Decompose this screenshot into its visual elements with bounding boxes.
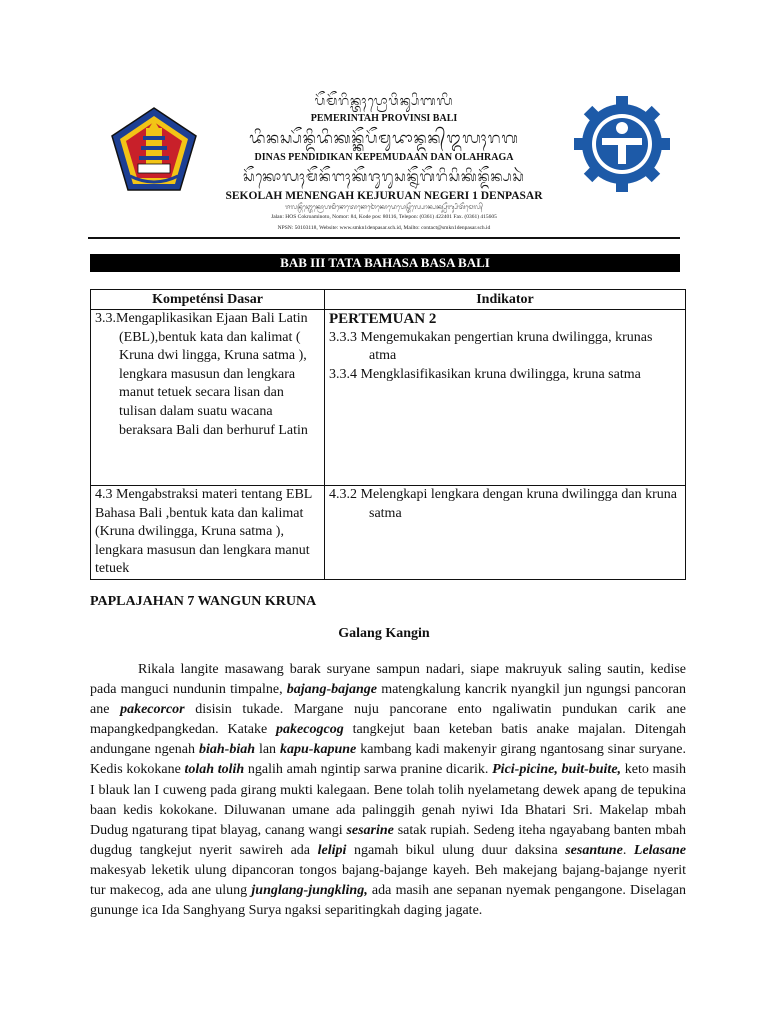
story-text: tangkejut baan keteban batis anake majalan. Ditengah andungane ngenah — [90, 722, 686, 758]
story-text: keto masih I blauk lan I cuweng pada girang mukti kalegaan. Bene tolah tolih nyelametang dewek apang de tepukina baan kedis kokokane. Diluwanan umane ada palinggih genah nyiwi Ida Bhatari Sri. Makelap mbah Dudug ngaturang tipat blayag, canang wangi — [90, 762, 686, 838]
balinese-script-line-1: ᬧᭂᬫᭂᬭᬶᬦ᭄ᬢᬄᬧ᭄ᬭᭀᬯᬶᬦ᭄ᬲᬶᬩᬮᬶ — [314, 94, 454, 109]
story-text: ngalih amah ngintip sarwa pranine dicarik. — [244, 762, 493, 778]
story-text: ngamah bikul ulung duur daksina — [346, 842, 566, 858]
kd-cell — [91, 310, 325, 486]
story-text: lan — [255, 742, 281, 758]
table-header-row — [91, 290, 686, 310]
story-highlight: Pici-picine, buit-buite, — [492, 762, 622, 778]
story-highlight: pakecorcor — [120, 702, 185, 718]
kd-text: 4.3 Mengabstraksi materi tentang EBL Bahasa Bali ,bentuk kata dan kalimat (Kruna dwilingga, Kruna satma ), lengkara masusun dan lengkara manut tetuek — [95, 487, 312, 577]
story-text: Rikala langite masawang barak suryane sampun nadari, siape makruyuk saling sautin, kedise pada manguci nundunin timpalne, — [90, 662, 686, 698]
story-highlight: pakecogcog — [276, 722, 344, 738]
story-title: Galang Kangin — [338, 626, 430, 641]
government-name: PEMERINTAH PROVINSI BALI — [310, 113, 458, 124]
story-highlight: biah-biah — [198, 742, 255, 758]
header-divider — [88, 237, 680, 239]
story-highlight: kapu-kapune — [280, 742, 357, 758]
story-text: . — [622, 842, 634, 858]
story-highlight: Lelasane — [633, 842, 686, 858]
indicator-item: 3.3.4 Mengklasifikasikan kruna dwilingga, kruna satma — [329, 366, 641, 382]
table-row — [91, 486, 686, 580]
balinese-script-line-3: ᬲᭂᬓᭀᬮᬄᬫᭂᬦᭂᬗᬄᬓᭂᬚᬸᬭᬸᬲᬦ᭄ᬦᭂᬕᭂᬭᬶᬲᬶᬓᬶᬦ᭄ᬤᭂᬦ᭄ᬧᬲᬃ — [243, 169, 525, 185]
letterhead — [88, 86, 680, 238]
indicator-cell — [325, 486, 686, 580]
story-text: ada masih ane sepanan nyemak pengangone. Diselagan gununge ica Ida Sanghyang Surya ngaksi separitingkah daging jagate. — [90, 883, 687, 919]
kd-cell — [91, 486, 325, 580]
story-highlight: tolah tolih — [184, 762, 245, 778]
section-title: PAPLAJAHAN 7 WANGUN KRUNA — [90, 594, 317, 609]
competency-table — [90, 289, 686, 580]
story-highlight: sesantune — [565, 842, 623, 858]
kd-text: 3.3.Mengaplikasikan Ejaan Bali Latin (EBL),bentuk kata dan kalimat ( Kruna dwi lingga, Kruna satma ), lengkara masusun dan lengkara manut tetuek secara lisan dan tulisan dalam suatu wacana beraksara Bali dan berhuruf Latin — [95, 311, 308, 438]
story-highlight: lelipi — [317, 842, 347, 858]
balinese-script-line-2: ᬤᬶᬦᬲ᭄ᬧᭂᬦ᭄ᬤᬶᬤᬶᬓᬦ᭄ᬓᭂᬧᭂᬫᬸᬤᬵᬦ᭄ᬤᬦ᭄ᬑᬮᬄᬭᬕ — [249, 129, 519, 147]
story-highlight: junglang-jungkling, — [251, 883, 368, 899]
story-highlight: bajang-bajange — [286, 682, 378, 698]
indicator-item: 4.3.2 Melengkapi lengkara dengan kruna dwilingga dan kruna satma — [329, 487, 677, 521]
story-text: kambang kadi makenyir girang ngantosang sinar suryane. Kedis kokokane — [90, 742, 686, 778]
school-name: SEKOLAH MENENGAH KEJURUAN NEGERI 1 DENPASAR — [225, 190, 543, 202]
school-contact: NPSN: 50103118, Website: www.smkn1denpasar.sch.id, Mailto: contact@smkn1denpasar.sch.id — [277, 225, 491, 231]
story-text: makesyab leketik ulung dipancoran tongos bajang-bajange kayeh. Beh makejang bajang-bajange nyerit tur makecog, ada ane ulung — [90, 862, 686, 899]
table-row — [91, 310, 686, 486]
story-text: disisin tukade. Margane nuju pancorane ento ngaliwatin pundukan carik ane mapangkedpangkedan. Katake — [90, 702, 686, 738]
chapter-title: BAB III TATA BAHASA BASA BALI — [90, 254, 680, 272]
story-text: satak rupiah. Sedeng iteha ngayabang banten mbah dugdug tangkejut nyerit sawireh ada — [90, 822, 686, 858]
indicator-item: 3.3.3 Mengemukakan pengertian kruna dwilingga, krunas atma — [329, 329, 653, 364]
story-highlight: sesarine — [346, 822, 394, 838]
school-address: Jalan: HOS Cokroaminoto, Nomor: 84, Kode pos: 80116, Telepon: (0361) 422401 Fax. (0361) 415605 — [271, 214, 497, 220]
story-paragraph — [90, 660, 686, 921]
header-indikator: Indikator — [325, 290, 686, 310]
smk-gear-logo — [572, 94, 672, 194]
header-kompetensi-dasar: Kompeténsi Dasar — [91, 290, 325, 310]
balinese-script-address: ᬚᬮᬦ᭄ᬳᭂᬘ᭄ᬢᭀᬓ᭄ᬭᭀᬳᬫᬶᬦᭀᬢᭀᬦᭀᬫᭀᬃᬓᭀᬤᬾᬧᭀᬲ᭄ᬢᭂᬮ᭄ᬧᭀᬦ᭄ᬧᬓ᭄ᬲ᭄ᬯᭂᬩ᭄ᬲᬶᬢᭂᬫᬾᬮ᭄ — [285, 204, 483, 211]
story-text: matengkalung kancrik nyangkil jun ngungsi pancoran ane — [90, 682, 686, 718]
meeting-label: PERTEMUAN 2 — [329, 311, 437, 327]
indicator-cell — [325, 310, 686, 486]
department-name: DINAS PENDIDIKAN KEPEMUDAAN DAN OLAHRAGA — [254, 152, 514, 163]
